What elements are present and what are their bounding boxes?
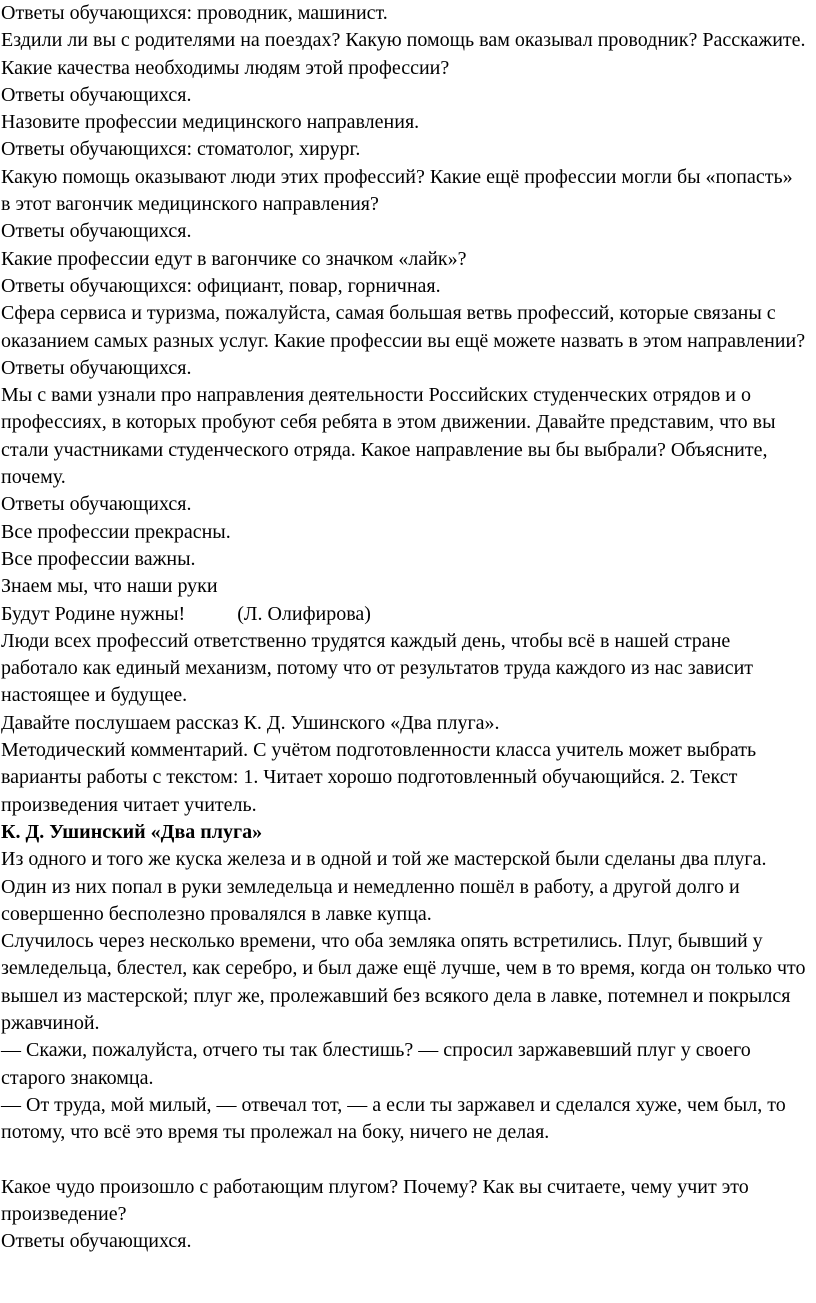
paragraph (1, 601, 806, 628)
paragraph-text: Все профессии важны. (1, 547, 196, 570)
paragraph-text: Методический комментарий. С учётом подготовленности класса учитель может выбрать варианты работы с текстом: 1. Читает хорошо подготовленный обучающийся. 2. Текст произведения читает учитель. (1, 739, 757, 816)
paragraph (1, 710, 806, 737)
paragraph (1, 737, 806, 819)
paragraph (1, 519, 806, 546)
paragraph-text: Все профессии прекрасны. (1, 520, 231, 543)
paragraph-text: Какую помощь оказывают люди этих профессий? Какие ещё профессии могли бы «попасть» в этот вагончик медицинского направления? (1, 165, 793, 216)
paragraph-text: Ответы обучающихся: официант, повар, горничная. (1, 274, 441, 297)
paragraph-text: Из одного и того же куска железа и в одной и той же мастерской были сделаны два плуга. Один из них попал в руки земледельца и немедленно пошёл в работу, а другой долго и совершенно бесполезно провалялся в лавке купца. (1, 848, 767, 925)
paragraph (1, 27, 806, 82)
paragraph (1, 82, 806, 109)
paragraph (1, 628, 806, 710)
paragraph-text: Ответы обучающихся: проводник, машинист. (1, 2, 388, 24)
paragraph-text: — Скажи, пожалуйста, отчего ты так блестишь? — спросил заржавевший плуг у своего старого знакомца. (1, 1039, 751, 1089)
paragraph-text: — От труда, мой милый, — отвечал тот, — а если ты заржавел и сделался хуже, чем был, то потому, что всё это время ты пролежал на боку, ничего не делая. (1, 1093, 786, 1144)
paragraph-text: Люди всех профессий ответственно трудятся каждый день, чтобы всё в нашей стране работало как единый механизм, потому что от результатов труда каждого из нас зависит настоящее и будущее. (1, 629, 754, 707)
paragraph-text: Ответы обучающихся. (1, 356, 192, 379)
paragraph-text: Случилось через несколько времени, что оба земляка опять встретились. Плуг, бывший у земледельца, блестел, как серебро, и был даже ещё лучше, чем в то время, когда он только что вышел из мастерской; плуг же, пролежавший без всякого дела в лавке, потемнел и покрылся ржавчиной. (1, 930, 806, 1034)
paragraph-text: Мы с вами узнали про направления деятельности Российских студенческих отрядов и о профессиях, в которых пробуют себя ребята в этом движении. Давайте представим, что вы стали участниками студенческого отряда. Какое направление вы бы выбрали? Объясните, почему. (1, 384, 776, 489)
paragraph (1, 491, 806, 518)
paragraph (1, 246, 806, 273)
paragraph (1, 546, 806, 573)
paragraph-text: Какие профессии едут в вагончике со значком «лайк»? (1, 247, 467, 270)
paragraph (1, 1037, 806, 1092)
paragraph (1, 136, 806, 163)
paragraph (1, 109, 806, 136)
paragraph (1, 300, 806, 355)
paragraph (1, 928, 806, 1037)
document-body (1, 0, 806, 1256)
poem-attribution: (Л. Олифирова) (237, 602, 371, 625)
paragraph (1, 1228, 806, 1255)
paragraph (1, 273, 806, 300)
section-heading (1, 819, 806, 846)
paragraph-text: Ответы обучающихся. (1, 1230, 192, 1253)
paragraph (1, 355, 806, 382)
paragraph-text: Сфера сервиса и туризма, пожалуйста, самая большая ветвь профессий, которые связаны с оказанием самых разных услуг. Какие профессии вы ещё можете назвать в этом направлении? (1, 302, 806, 352)
paragraph-text: Ответы обучающихся. (1, 493, 192, 516)
paragraph-text: Ответы обучающихся: стоматолог, хирург. (1, 138, 361, 161)
paragraph (1, 573, 806, 600)
paragraph-text: Будут Родине нужны! (1, 602, 186, 625)
paragraph-text: Знаем мы, что наши руки (1, 575, 218, 598)
paragraph-text: Ездили ли вы с родителями на поездах? Какую помощь вам оказывал проводник? Расскажите. Какие качества необходимы людям этой профессии? (1, 29, 806, 79)
paragraph (1, 846, 806, 928)
paragraph-text: К. Д. Ушинский «Два плуга» (1, 820, 263, 843)
paragraph (1, 1174, 806, 1229)
paragraph-text: Какое чудо произошло с работающим плугом? Почему? Как вы считаете, чему учит это произведение? (1, 1175, 749, 1226)
paragraph-text: Ответы обучающихся. (1, 83, 192, 106)
paragraph (1, 0, 806, 27)
paragraph (1, 218, 806, 245)
paragraph (1, 1092, 806, 1147)
paragraph-text: Ответы обучающихся. (1, 220, 192, 243)
paragraph-text: Давайте послушаем рассказ К. Д. Ушинского «Два плуга». (1, 711, 500, 734)
paragraph (1, 164, 806, 219)
blank-line (1, 1146, 806, 1173)
paragraph (1, 382, 806, 491)
paragraph-text: Назовите профессии медицинского направления. (1, 111, 420, 134)
